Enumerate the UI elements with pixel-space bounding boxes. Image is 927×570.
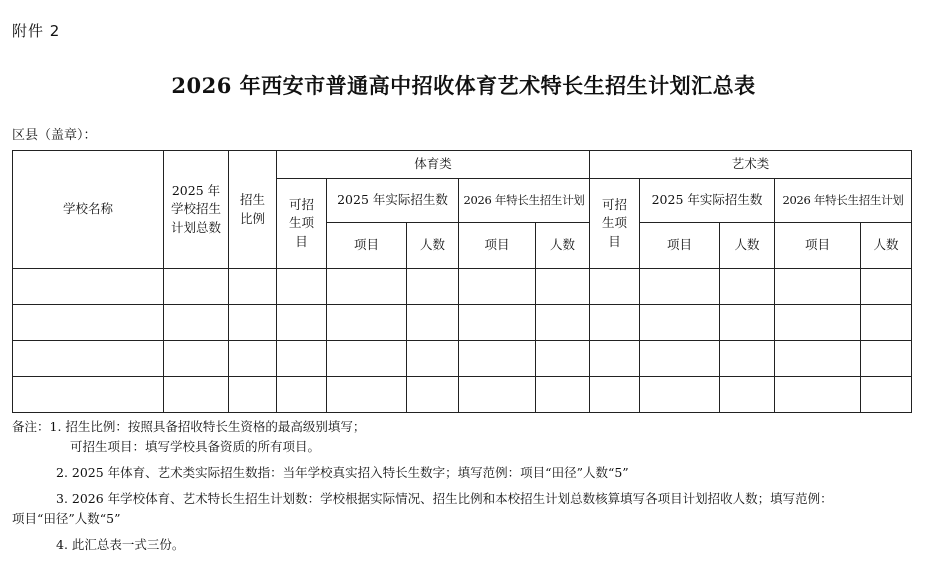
- header-sports-plan-item: 项目: [459, 223, 536, 269]
- table-cell[interactable]: [640, 269, 720, 305]
- table-cell[interactable]: [536, 377, 590, 413]
- table-cell[interactable]: [229, 341, 277, 377]
- header-sports: 体育类: [277, 151, 590, 179]
- table-cell[interactable]: [229, 377, 277, 413]
- note-3-example: 项目“田径”人数“5”: [12, 511, 121, 526]
- table-cell[interactable]: [277, 377, 327, 413]
- document-title: 2026 年西安市普通高中招收体育艺术特长生招生计划汇总表: [171, 73, 756, 98]
- table-cell[interactable]: [229, 269, 277, 305]
- table-cell[interactable]: [164, 305, 229, 341]
- table-cell[interactable]: [640, 341, 720, 377]
- table-cell[interactable]: [277, 341, 327, 377]
- table-cell[interactable]: [775, 305, 861, 341]
- table-cell[interactable]: [13, 341, 164, 377]
- header-sports-actual-2025: 2025 年实际招生数: [327, 179, 459, 223]
- header-plan-total: 2025 年学校招生计划总数: [164, 151, 229, 269]
- table-cell[interactable]: [407, 377, 459, 413]
- notes-prefix: 备注：: [12, 419, 50, 434]
- table-cell[interactable]: [720, 305, 775, 341]
- table-cell[interactable]: [775, 269, 861, 305]
- header-arts-actual-2025: 2025 年实际招生数: [640, 179, 775, 223]
- table-cell[interactable]: [590, 377, 640, 413]
- header-arts-actual-item: 项目: [640, 223, 720, 269]
- header-arts: 艺术类: [590, 151, 912, 179]
- header-arts-plan-2026: 2026 年特长生招生计划: [775, 179, 912, 223]
- table-cell[interactable]: [13, 269, 164, 305]
- table-row: [13, 377, 912, 413]
- enrollment-plan-table: [12, 150, 912, 413]
- header-sports-plan-count: 人数: [536, 223, 590, 269]
- table-cell[interactable]: [720, 377, 775, 413]
- note-2-actual-enrollment: 2. 2025 年体育、艺术类实际招生数指：当年学校真实招入特长生数字；填写范例：项目“田径”人数“5”: [56, 465, 629, 480]
- table-cell[interactable]: [407, 269, 459, 305]
- table-cell[interactable]: [720, 269, 775, 305]
- notes-section: [12, 417, 917, 555]
- table-cell[interactable]: [164, 341, 229, 377]
- table-cell[interactable]: [861, 341, 912, 377]
- table-cell[interactable]: [536, 269, 590, 305]
- table-cell[interactable]: [327, 305, 407, 341]
- table-cell[interactable]: [775, 377, 861, 413]
- table-cell[interactable]: [536, 341, 590, 377]
- header-ratio: 招生比例: [229, 151, 277, 269]
- table-cell[interactable]: [861, 305, 912, 341]
- note-3-plan-2026: 3. 2026 年学校体育、艺术特长生招生计划数：学校根据实际情况、招生比例和本校招生计划总数核算填写各项目计划招收人数；填写范例：: [56, 491, 833, 506]
- table-cell[interactable]: [277, 305, 327, 341]
- table-cell[interactable]: [640, 305, 720, 341]
- note-4-copies: 4. 此汇总表一式三份。: [56, 537, 185, 552]
- table-cell[interactable]: [277, 269, 327, 305]
- header-sports-plan-2026: 2026 年特长生招生计划: [459, 179, 590, 223]
- table-cell[interactable]: [164, 269, 229, 305]
- header-arts-plan-item: 项目: [775, 223, 861, 269]
- table-cell[interactable]: [407, 305, 459, 341]
- attachment-label: 附件 2: [12, 22, 61, 40]
- table-cell[interactable]: [459, 341, 536, 377]
- table-cell[interactable]: [13, 305, 164, 341]
- header-sports-actual-item: 项目: [327, 223, 407, 269]
- table-cell[interactable]: [327, 269, 407, 305]
- table-cell[interactable]: [640, 377, 720, 413]
- note-1-ratio: 1. 招生比例：按照具备招收特长生资格的最高级别填写；: [49, 419, 366, 434]
- table-cell[interactable]: [164, 377, 229, 413]
- table-cell[interactable]: [459, 377, 536, 413]
- table-cell[interactable]: [720, 341, 775, 377]
- table-cell[interactable]: [536, 305, 590, 341]
- table-cell[interactable]: [229, 305, 277, 341]
- table-row: [13, 341, 912, 377]
- table-cell[interactable]: [861, 377, 912, 413]
- header-sports-actual-count: 人数: [407, 223, 459, 269]
- table-cell[interactable]: [327, 377, 407, 413]
- district-seal-label: 区县（盖章）：: [12, 128, 97, 143]
- table-cell[interactable]: [590, 305, 640, 341]
- table-cell[interactable]: [775, 341, 861, 377]
- note-1-eligible-items: 可招生项目：填写学校具备资质的所有项目。: [70, 439, 321, 454]
- header-sports-eligible-items: 可招生项目: [277, 179, 327, 269]
- table-cell[interactable]: [327, 341, 407, 377]
- table-cell[interactable]: [590, 269, 640, 305]
- table-row: [13, 305, 912, 341]
- table-row: [13, 269, 912, 305]
- table-cell[interactable]: [459, 305, 536, 341]
- header-arts-eligible-items: 可招生项目: [590, 179, 640, 269]
- table-cell[interactable]: [861, 269, 912, 305]
- table-cell[interactable]: [590, 341, 640, 377]
- header-arts-plan-count: 人数: [861, 223, 912, 269]
- table-cell[interactable]: [407, 341, 459, 377]
- header-school-name: 学校名称: [13, 151, 164, 269]
- table-cell[interactable]: [459, 269, 536, 305]
- header-arts-actual-count: 人数: [720, 223, 775, 269]
- table-cell[interactable]: [13, 377, 164, 413]
